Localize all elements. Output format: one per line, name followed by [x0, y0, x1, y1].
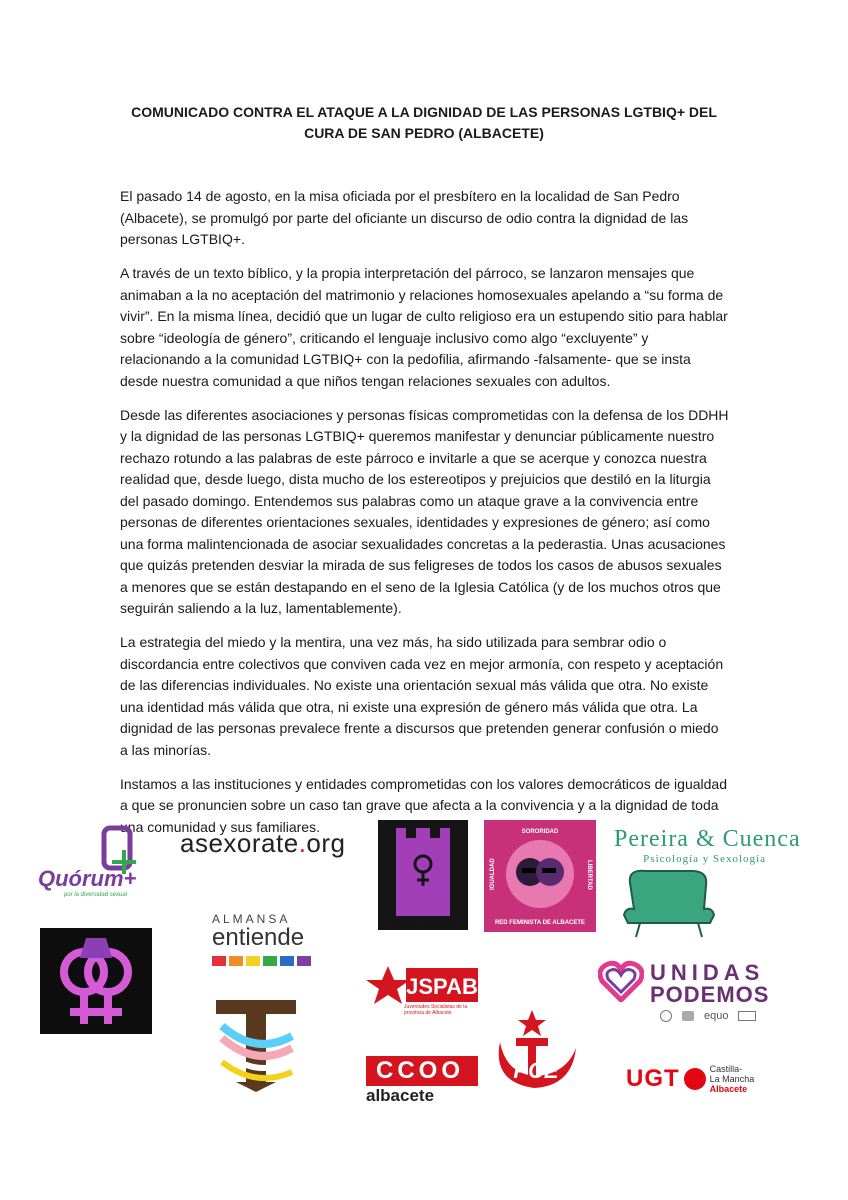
almansa-line2: entiende	[212, 924, 305, 951]
quorum-tagline: por la diversidad sexual	[64, 892, 128, 898]
pereira-cuenca-logo	[614, 826, 801, 939]
torre-purpura-logo	[378, 820, 468, 930]
ugt-city: Albacete	[709, 1084, 748, 1094]
ugt-name: UGT	[626, 1065, 680, 1092]
sororidad-left: IGUALDAD	[490, 858, 496, 890]
red-feminista-logo	[484, 820, 596, 932]
paragraph: Instamos a las instituciones y entidades comprometidas con los valores democráticos de igualdad a que se pronuncien sobre un caso tan grave que afecta a la convivencia y a la dignidad de toda una comunidad y sus familiares.	[120, 775, 727, 835]
pereira-name: Pereira & Cuenca	[614, 826, 801, 852]
ccoo-logo	[366, 1056, 478, 1106]
double-venus-logo	[40, 928, 152, 1034]
sororidad-bottom: RED FEMINISTA DE ALBACETE	[494, 920, 586, 926]
sororidad-right: LIBERTAD	[586, 860, 592, 890]
ccoo-name: CCOO	[366, 1056, 478, 1086]
sororidad-top: SORORIDAD	[521, 829, 559, 835]
paragraph: El pasado 14 de agosto, en la misa oficiada por el presbítero en la localidad de San Pedro (Albacete), se promulgó por parte del oficiante un discurso de odio contra la dignidad de las personas LGTBIQ+.	[120, 188, 689, 247]
partner-mdc-icon	[738, 1011, 756, 1021]
unidas-line1: UNIDAS	[650, 960, 765, 985]
asexorate-logo	[180, 828, 346, 859]
paragraph: A través de un texto bíblico, y la propia interpretación del párroco, se lanzaron mensajes que animaban a la no aceptación del matrimonio y relaciones homosexuales apelando a “su forma de vivir”. En la misma línea, decidió que un lugar de culto religioso era un estupendo sitio para hablar sobre “ideología de género”, criticando el lenguaje inclusivo como algo “excluyente” y relacionando a la comunidad LGTBIQ+ con la pedofilia, afirmando -falsamente- que se insta desde nuestra comunidad a que niños tengan relaciones sexuales con adultos.	[120, 265, 728, 389]
partner-iu-icon	[682, 1011, 694, 1021]
asexorate-part2: org	[306, 828, 346, 858]
asexorate-dot: .	[298, 828, 307, 858]
ugt-region2: La Mancha	[709, 1074, 755, 1084]
heart-icon	[598, 960, 644, 1002]
ugt-logo	[626, 1064, 754, 1094]
jspab-sub: Juventudes Socialistas de la provincia de Albacete	[404, 1004, 468, 1016]
asexorate-part1: asexorate	[180, 828, 299, 858]
partner-circle-icon	[660, 1010, 672, 1022]
document-body	[120, 186, 730, 851]
ugt-region1: Castilla-	[709, 1064, 743, 1074]
trans-flag-logo	[212, 996, 300, 1094]
jspab-name: JSPAB	[406, 974, 478, 999]
almansa-line1: ALMANSA	[212, 912, 291, 926]
paragraph: La estrategia del miedo y la mentira, una vez más, ha sido utilizada para sembrar odio o discordancia entre colectivos que conviven cada vez en mejor armonía, con respeto y aceptación de las diferencias individuales. No existe una orientación sexual más válida que otra. No existe una identidad más válida que otra, ni existe una expresión de género más válida que otra. La dignidad de las personas prevalece frente a discursos que pretenden generar confusión o miedo a las minorías.	[120, 634, 724, 758]
document-title: COMUNICADO CONTRA EL ATAQUE A LA DIGNIDAD DE LAS PERSONAS LGTBIQ+ DEL CURA DE SAN PEDRO (ALBACETE)	[131, 104, 717, 141]
jspab-logo	[366, 962, 478, 1032]
quorum-name: Quórum+	[38, 866, 137, 891]
unidas-partners	[660, 1010, 756, 1022]
rainbow-bar	[212, 956, 322, 966]
armchair-icon	[616, 865, 726, 939]
quorum-logo	[34, 820, 164, 900]
ugt-emblem-icon	[684, 1068, 706, 1090]
torre-purpura-name: TORRE PÚRPURA	[388, 917, 458, 926]
ccoo-city: albacete	[366, 1086, 435, 1105]
pce-logo	[486, 1008, 586, 1096]
paragraph: Desde las diferentes asociaciones y personas físicas comprometidas con la defensa de los DDHH y la dignidad de las personas LGTBIQ+ queremos manifestar y denunciar públicamente nuestro rechazo rotundo a las palabras de este párroco e invitarle a que se acerque y conozca nuestra realidad que, desde luego, dista mucho de los estereotipos y prejuicios que destiló en la liturgia del pasado domingo. Entendemos sus palabras como un ataque grave a la convivencia entre personas de diferentes orientaciones sexuales, identidades y expresiones de género; así como una forma malintencionada de asociar sexualidades concretas a la pederastia. Unas acusaciones que quizás pretenden desviar la mirada de sus feligreses de todos los casos de abusos sexuales a menores que se están destapando en el seno de la Iglesia Católica (y de los muchos otros que seguirán saliendo a la luz, lamentablemente).	[120, 406, 729, 616]
unidas-line2: PODEMOS	[650, 982, 770, 1007]
partner-equo: equo	[704, 1010, 729, 1022]
almansa-entiende-logo	[212, 912, 322, 966]
pereira-subtitle: Psicología y Sexología	[643, 853, 766, 865]
pce-name: PCE	[513, 1058, 559, 1083]
